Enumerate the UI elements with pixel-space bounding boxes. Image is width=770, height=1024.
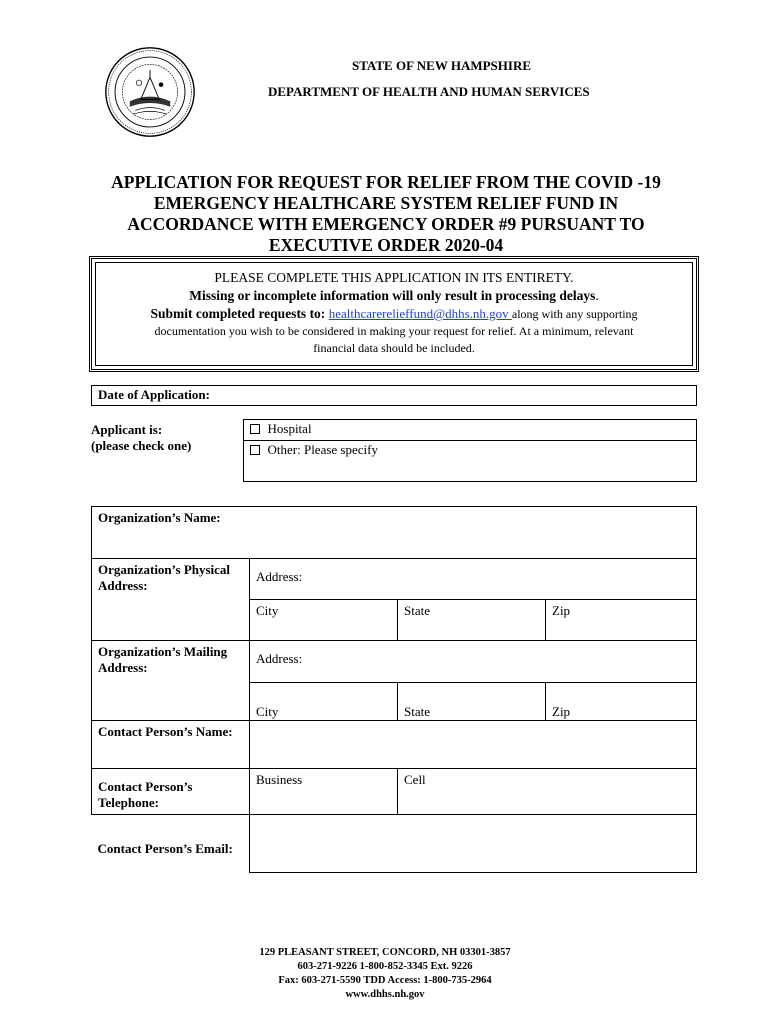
contact-name-field[interactable]: [250, 721, 697, 769]
organization-name-field[interactable]: [92, 507, 697, 559]
title-line-3: ACCORDANCE WITH EMERGENCY ORDER #9 PURSUANT TO: [127, 214, 645, 234]
mailing-address-label: Organization’s Mailing Address:: [92, 641, 250, 721]
organization-table: [91, 506, 697, 873]
mailing-city-field[interactable]: [250, 683, 398, 721]
contact-email-field[interactable]: [250, 815, 697, 873]
cell-phone-field[interactable]: [398, 769, 697, 815]
instructions-line-3-end: along with any supporting: [511, 307, 638, 321]
physical-state-label: State: [404, 603, 430, 618]
mailing-state-label: State: [404, 704, 430, 719]
page-title: [88, 172, 684, 256]
physical-address-label: Organization’s Physical Address:: [92, 559, 250, 641]
applicant-table: [91, 419, 697, 482]
physical-city-field[interactable]: [250, 600, 398, 641]
physical-zip-field[interactable]: [546, 600, 697, 641]
instructions-line-1: PLEASE COMPLETE THIS APPLICATION IN ITS ENTIRETY.: [214, 270, 574, 285]
instructions-warning: Missing or incomplete information will only result in processing delays: [189, 288, 596, 303]
physical-address-label-text: Address:: [256, 569, 303, 584]
footer-street: 129 PLEASANT STREET, CONCORD, NH 03301-3857: [259, 947, 511, 958]
footer-fax: Fax: 603-271-5590 TDD Access: 1-800-735-2964: [278, 975, 492, 986]
business-phone-field[interactable]: [250, 769, 398, 815]
state-name: STATE OF NEW HAMPSHIRE: [352, 58, 532, 73]
title-line-2: EMERGENCY HEALTHCARE SYSTEM RELIEF FUND IN: [153, 193, 619, 213]
mailing-zip-label: Zip: [552, 704, 571, 719]
other-checkbox[interactable]: [250, 445, 260, 455]
instructions-period: .: [595, 288, 599, 303]
instructions-line-3: [96, 305, 692, 323]
contact-name-label: Contact Person’s Name:: [92, 721, 250, 769]
physical-zip-label: Zip: [552, 603, 571, 618]
physical-state-field[interactable]: [398, 600, 546, 641]
contact-email-label: Contact Person’s Email:: [92, 815, 250, 873]
physical-city-label: City: [256, 603, 279, 618]
department-name: DEPARTMENT OF HEALTH AND HUMAN SERVICES: [268, 84, 590, 99]
mailing-city-label: City: [256, 704, 279, 719]
footer-phone: 603-271-9226 1-800-852-3345 Ext. 9226: [297, 961, 473, 972]
hospital-label: Hospital: [267, 421, 312, 436]
mailing-address-field[interactable]: [250, 641, 697, 683]
date-table: [91, 385, 697, 406]
mailing-state-field[interactable]: [398, 683, 546, 721]
applicant-type-label: [91, 420, 243, 482]
footer-website: www.dhhs.nh.gov: [345, 989, 425, 1000]
title-line-1: APPLICATION FOR REQUEST FOR RELIEF FROM THE COVID -19: [111, 172, 661, 192]
date-of-application-field[interactable]: [92, 386, 697, 406]
contact-phone-label: Contact Person’s Telephone:: [92, 769, 250, 815]
business-phone-label: Business: [256, 772, 303, 787]
instructions-box: [89, 256, 699, 372]
cell-phone-label: Cell: [404, 772, 426, 787]
physical-address-field[interactable]: [250, 559, 697, 600]
footer-address: [0, 946, 770, 1002]
other-label: Other: Please specify: [267, 442, 378, 457]
hospital-checkbox[interactable]: [250, 424, 260, 434]
mailing-address-label-text: Address:: [256, 651, 303, 666]
submit-label: Submit completed requests to:: [150, 306, 329, 321]
title-line-4: EXECUTIVE ORDER 2020-04: [268, 235, 504, 255]
applicant-label: Applicant is:: [91, 421, 163, 437]
option-other[interactable]: [243, 441, 697, 482]
submit-email-link[interactable]: healthcarerelieffund@dhhs.nh.gov: [328, 306, 512, 321]
option-hospital[interactable]: [243, 420, 697, 441]
state-seal-icon: [104, 46, 196, 138]
date-of-application-label: Date of Application:: [98, 387, 210, 402]
applicant-hint: (please check one): [91, 437, 192, 453]
organization-name-label: Organization’s Name:: [98, 510, 221, 525]
instructions-line-2: [96, 287, 692, 305]
instructions-line-4: documentation you wish to be considered in making your request for relief. At a minimum, relevant: [154, 324, 634, 338]
instructions-line-5: financial data should be included.: [313, 341, 475, 355]
mailing-zip-field[interactable]: [546, 683, 697, 721]
